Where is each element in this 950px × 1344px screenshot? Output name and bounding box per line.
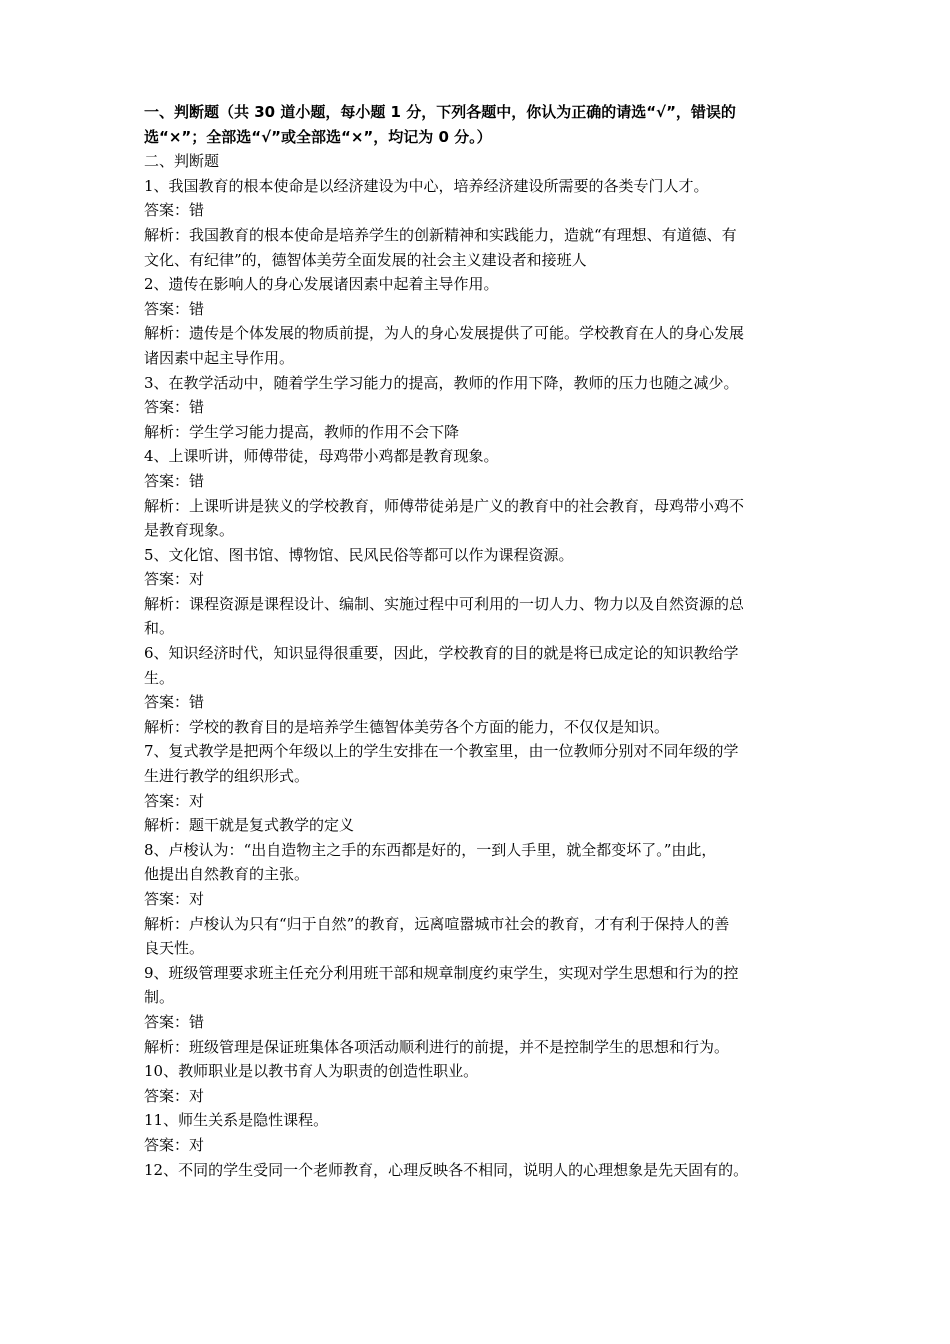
question-text: 4、上课听讲，师傅带徒，母鸡带小鸡都是教育现象。 bbox=[144, 447, 499, 466]
explanation-text: 解析：班级管理是保证班集体各项活动顺利进行的前提，并不是控制学生的思想和行为。 bbox=[144, 1037, 730, 1056]
question-text: 1、我国教育的根本使命是以经济建设为中心，培养经济建设所需要的各类专门人才。 bbox=[144, 176, 709, 195]
explanation-text: 良天性。 bbox=[144, 939, 205, 958]
question-text: 6、知识经济时代，知识显得很重要，因此，学校教育的目的就是将已成定论的知识教给学 bbox=[144, 644, 739, 663]
question-text: 3、在教学活动中，随着学生学习能力的提高，教师的作用下降，教师的压力也随之减少。 bbox=[144, 373, 739, 392]
question-text: 他提出自然教育的主张。 bbox=[144, 865, 310, 884]
question-list bbox=[144, 174, 824, 1182]
answer-text: 答案：错 bbox=[144, 1012, 205, 1031]
explanation-text: 解析：我国教育的根本使命是培养学生的创新精神和实践能力，造就“有理想、有道德、有 bbox=[144, 225, 737, 244]
section-title: 二、判断题 bbox=[144, 152, 220, 171]
explanation-text: 解析：学校的教育目的是培养学生德智体美劳各个方面的能力，不仅仅是知识。 bbox=[144, 717, 670, 736]
question-item bbox=[144, 444, 824, 542]
answer-text: 答案：错 bbox=[144, 299, 205, 318]
answer-text: 答案：对 bbox=[144, 791, 205, 810]
heading-line-1: 一、判断题（共 30 道小题，每小题 1 分，下列各题中，你认为正确的请选“√”，错误的 bbox=[144, 103, 736, 121]
explanation-text: 解析：学生学习能力提高，教师的作用不会下降 bbox=[144, 422, 460, 441]
explanation-text: 解析：上课听讲是狭义的学校教育，师傅带徒弟是广义的教育中的社会教育，母鸡带小鸡不 bbox=[144, 496, 745, 515]
question-item bbox=[144, 1158, 824, 1183]
question-text: 12、不同的学生受同一个老师教育，心理反映各不相同，说明人的心理想象是先天固有的。 bbox=[144, 1160, 749, 1179]
question-text: 7、复式教学是把两个年级以上的学生安排在一个教室里，由一位教师分别对不同年级的学 bbox=[144, 742, 739, 761]
answer-text: 答案：错 bbox=[144, 398, 205, 417]
explanation-text: 解析：课程资源是课程设计、编制、实施过程中可利用的一切人力、物力以及自然资源的总 bbox=[144, 594, 745, 613]
question-text: 8、卢梭认为：“出自造物主之手的东西都是好的，一到人手里，就全都变坏了。”由此， bbox=[144, 840, 717, 859]
question-item bbox=[144, 371, 824, 445]
question-text: 9、班级管理要求班主任充分利用班干部和规章制度约束学生，实现对学生思想和行为的控 bbox=[144, 963, 739, 982]
answer-text: 答案：错 bbox=[144, 201, 205, 220]
question-item bbox=[144, 272, 824, 370]
question-item bbox=[144, 838, 824, 961]
answer-text: 答案：错 bbox=[144, 471, 205, 490]
explanation-text: 解析：遗传是个体发展的物质前提，为人的身心发展提供了可能。学校教育在人的身心发展 bbox=[144, 324, 745, 343]
heading-line-2: 选“×”；全部选“√”或全部选“×”，均记为 0 分。） bbox=[144, 127, 492, 146]
question-text: 11、师生关系是隐性课程。 bbox=[144, 1111, 329, 1130]
answer-text: 答案：对 bbox=[144, 890, 205, 908]
question-text: 10、教师职业是以教书育人为职责的创造性职业。 bbox=[144, 1062, 479, 1081]
explanation-text: 和。 bbox=[144, 619, 175, 638]
explanation-text: 诸因素中起主导作用。 bbox=[144, 348, 295, 367]
explanation-text: 解析：题干就是复式教学的定义 bbox=[144, 816, 355, 835]
answer-text: 答案：对 bbox=[144, 570, 205, 589]
question-text: 5、文化馆、图书馆、博物馆、民风民俗等都可以作为课程资源。 bbox=[144, 545, 574, 564]
question-text: 生。 bbox=[144, 668, 175, 687]
question-item bbox=[144, 1059, 824, 1108]
question-text: 2、遗传在影响人的身心发展诸因素中起着主导作用。 bbox=[144, 275, 499, 294]
question-item bbox=[144, 641, 824, 739]
answer-text: 答案：错 bbox=[144, 693, 205, 712]
question-item bbox=[144, 174, 824, 272]
document-page bbox=[144, 100, 824, 1182]
question-item bbox=[144, 739, 824, 837]
question-item bbox=[144, 543, 824, 641]
explanation-text: 文化、有纪律”的，德智体美劳全面发展的社会主义建设者和接班人 bbox=[144, 250, 587, 269]
answer-text: 答案：对 bbox=[144, 1086, 205, 1105]
question-text: 生进行教学的组织形式。 bbox=[144, 767, 310, 786]
question-text: 制。 bbox=[144, 988, 175, 1007]
question-item bbox=[144, 961, 824, 1059]
answer-text: 答案：对 bbox=[144, 1135, 205, 1154]
explanation-text: 是教育现象。 bbox=[144, 521, 235, 540]
question-item bbox=[144, 1108, 824, 1157]
explanation-text: 解析：卢梭认为只有“归于自然”的教育，远离喧嚣城市社会的教育，才有利于保持人的善 bbox=[144, 914, 730, 933]
